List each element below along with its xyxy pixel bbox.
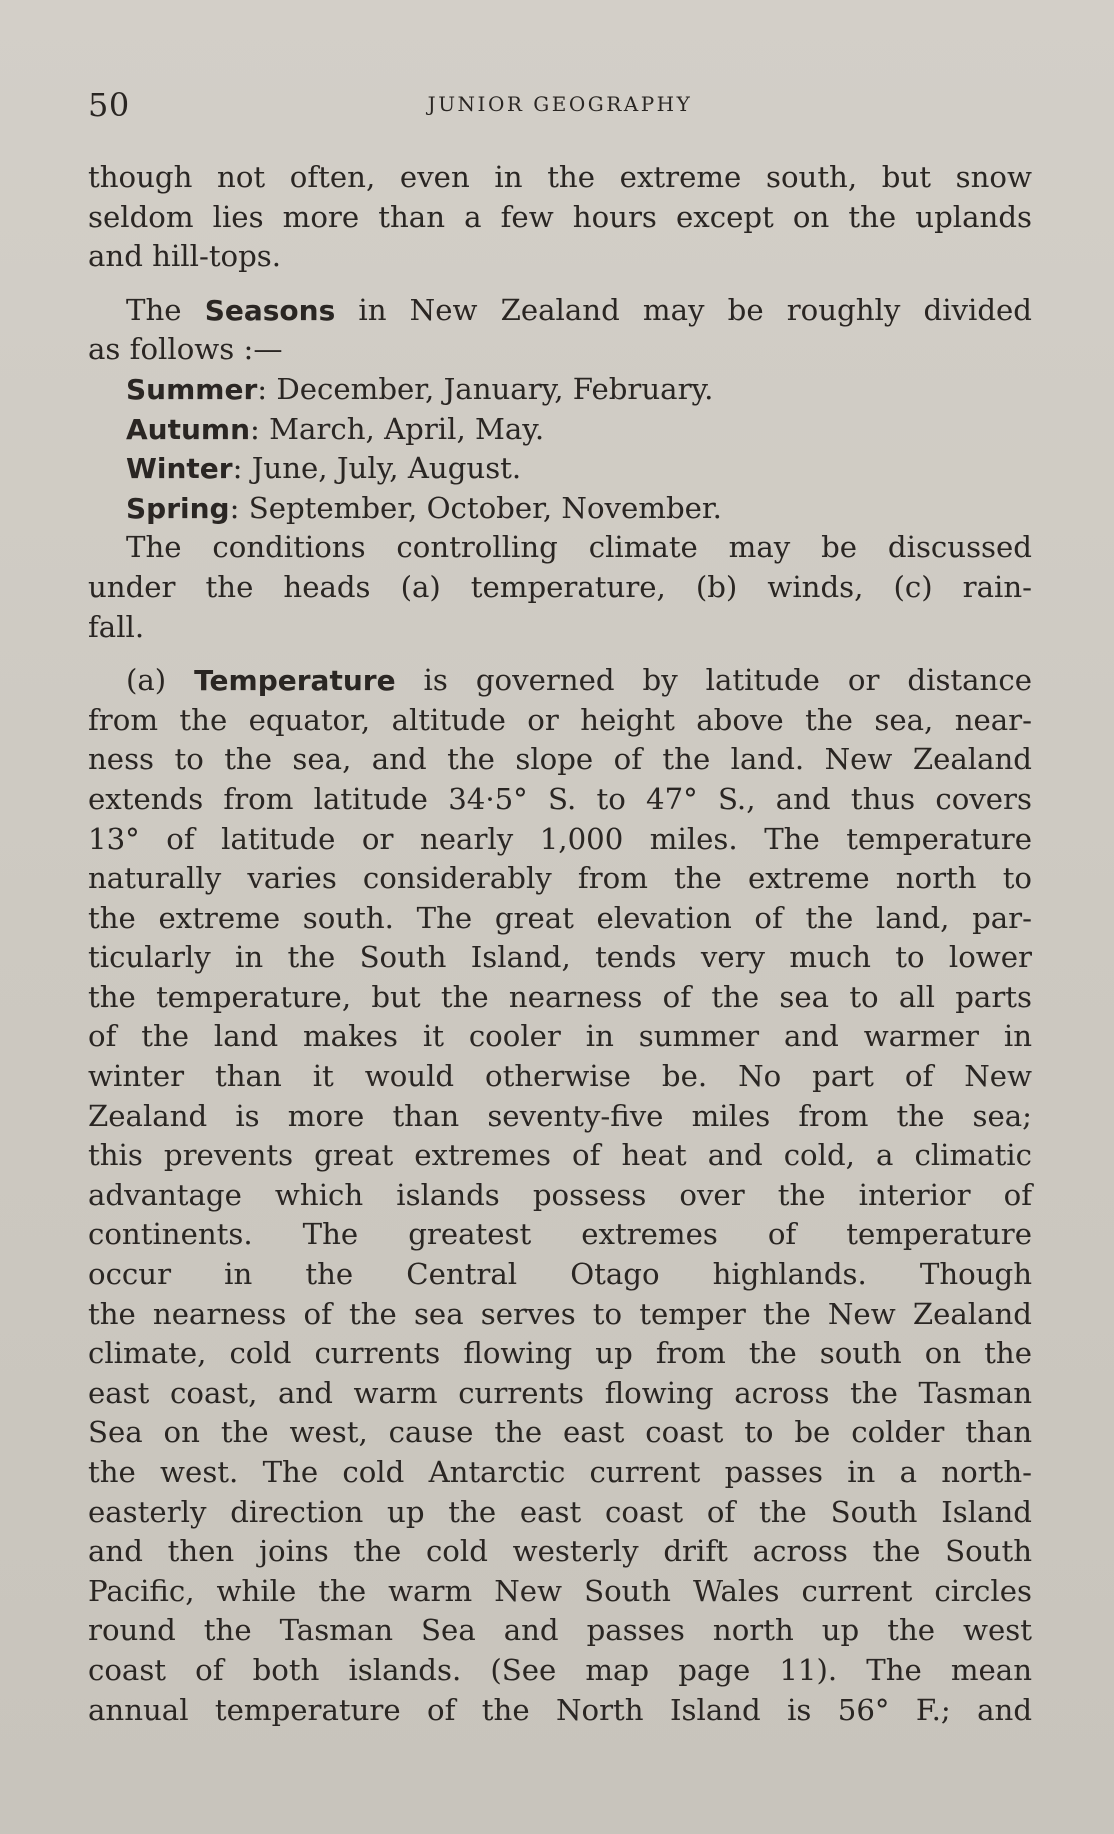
- text-run: is governed by latitude or distance: [395, 663, 1032, 698]
- text-line: and hill-tops.: [88, 239, 282, 274]
- bold-term-seasons: Seasons: [204, 293, 336, 327]
- season-months: : December, January, February.: [257, 371, 714, 406]
- text-line: and then joins the cold westerly drift across the South: [88, 1534, 1032, 1569]
- season-winter: [88, 449, 1032, 489]
- text-run: The: [126, 292, 205, 327]
- text-line: ticularly in the South Island, tends very much to lower: [88, 940, 1032, 975]
- text-line: Sea on the west, cause the east coast to be colder than: [88, 1415, 1032, 1450]
- paragraph-seasons-intro: [88, 291, 1032, 370]
- text-line: continents. The greatest extremes of temperature: [88, 1217, 1032, 1252]
- season-name: Summer: [126, 372, 258, 406]
- text-line: though not often, even in the extreme south, but snow: [88, 160, 1032, 194]
- text-line: advantage which islands possess over the interior of: [88, 1177, 1032, 1212]
- text-run: (a): [126, 663, 195, 698]
- season-autumn: [88, 410, 1032, 450]
- text-line: east coast, and warm currents flowing across the Tasman: [88, 1375, 1032, 1410]
- text-line: under the heads (a) temperature, (b) winds, (c) rain-: [88, 569, 1032, 604]
- seasons-list: [88, 370, 1032, 528]
- text-line: of the land makes it cooler in summer and warmer in: [88, 1019, 1032, 1054]
- text-line: the extreme south. The great elevation of the land, par-: [88, 900, 1032, 935]
- text-line: occur in the Central Otago highlands. Though: [88, 1257, 1032, 1292]
- text-line: the west. The cold Antarctic current passes in a north-: [88, 1455, 1032, 1489]
- text-line: Zealand is more than seventy-five miles from the sea;: [88, 1098, 1032, 1133]
- text-line: naturally varies considerably from the extreme north to: [88, 861, 1032, 896]
- text-line: fall.: [88, 609, 145, 644]
- page-body: [88, 158, 1032, 1730]
- text-line: coast of both islands. (See map page 11). The mean: [88, 1652, 1032, 1687]
- paragraph-conditions: [88, 528, 1032, 647]
- text-run: in New Zealand may be roughly divided: [335, 292, 1032, 327]
- page-header: [88, 86, 1032, 126]
- season-name: Winter: [126, 452, 233, 486]
- text-line: Pacific, while the warm New South Wales current circles: [88, 1573, 1032, 1608]
- season-spring: [88, 489, 1032, 529]
- bold-term-temperature: Temperature: [194, 664, 396, 698]
- paragraph-snow: [88, 158, 1032, 277]
- text-line: this prevents great extremes of heat and cold, a climatic: [88, 1138, 1032, 1173]
- text-line: extends from latitude 34·5° S. to 47° S., and thus covers: [88, 781, 1032, 816]
- text-line: from the equator, altitude or height above the sea, near-: [88, 702, 1032, 737]
- text-line: annual temperature of the North Island is 56° F.; and: [88, 1692, 1032, 1727]
- text-line: ness to the sea, and the slope of the land. New Zealand: [88, 742, 1032, 777]
- text-line: easterly direction up the east coast of the South Island: [88, 1494, 1032, 1529]
- text-line: winter than it would otherwise be. No part of New: [88, 1059, 1032, 1094]
- text-line: climate, cold currents flowing up from the south on the: [88, 1336, 1032, 1371]
- text-line: as follows :—: [88, 332, 283, 367]
- text-line: seldom lies more than a few hours except on the uplands: [88, 199, 1032, 234]
- season-months: : June, July, August.: [232, 451, 522, 486]
- season-name: Spring: [126, 491, 230, 525]
- text-line: The conditions controlling climate may be discussed: [126, 530, 1032, 565]
- text-line: round the Tasman Sea and passes north up the west: [88, 1613, 1032, 1648]
- paragraph-temperature: [88, 661, 1032, 1730]
- text-line: [88, 291, 1032, 331]
- text-line: the temperature, but the nearness of the sea to all parts: [88, 979, 1032, 1014]
- running-head: JUNIOR GEOGRAPHY: [427, 92, 693, 116]
- text-line: [88, 661, 1032, 701]
- season-summer: [88, 370, 1032, 410]
- season-name: Autumn: [126, 412, 251, 446]
- page-number: 50: [88, 86, 130, 124]
- text-line: the nearness of the sea serves to temper the New Zealand: [88, 1296, 1032, 1331]
- text-line: 13° of latitude or nearly 1,000 miles. The temperature: [88, 821, 1032, 856]
- season-months: : September, October, November.: [229, 490, 722, 525]
- season-months: : March, April, May.: [250, 411, 545, 446]
